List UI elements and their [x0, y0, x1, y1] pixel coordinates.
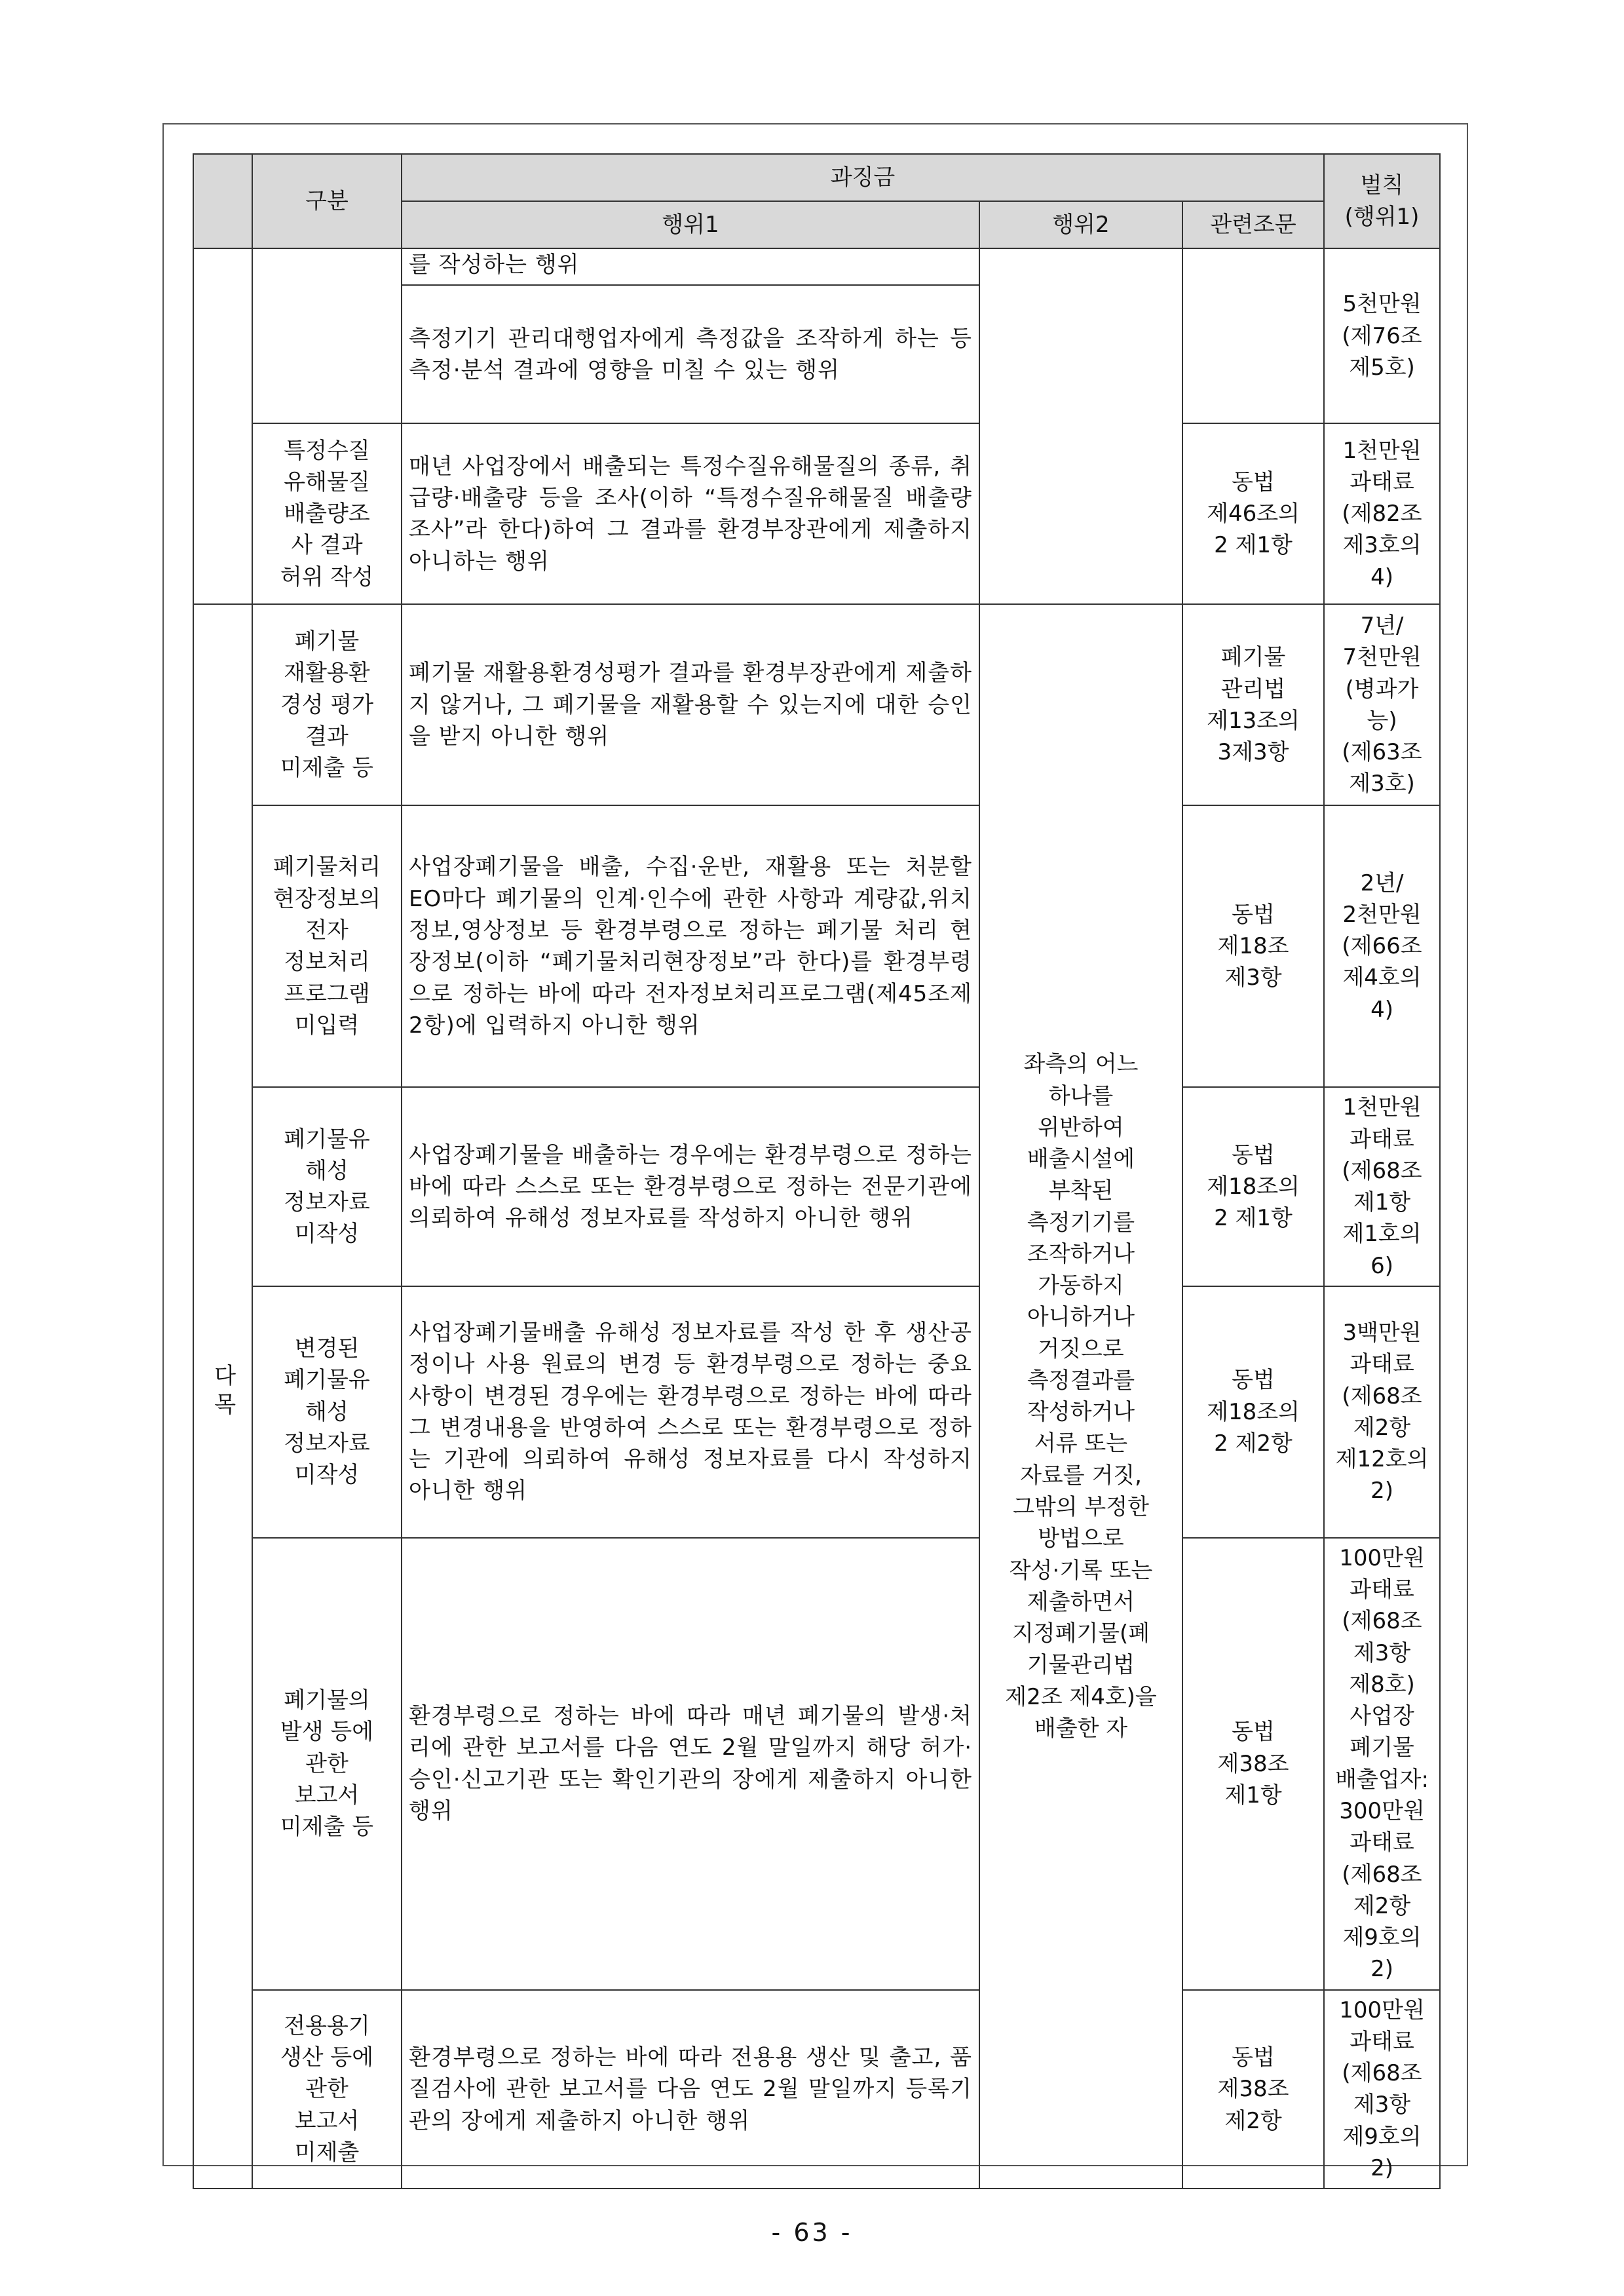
- category-cell: 전용용기 생산 등에 관한 보고서 미제출: [252, 1990, 402, 2189]
- act1-cell: 를 작성하는 행위: [402, 248, 979, 285]
- header-gubun: 구분: [252, 154, 402, 248]
- act2-shared-cell: 좌측의 어느 하나를 위반하여 배출시설에 부착된 측정기기를 조작하거나 가동하지 아니하거나 거짓으로 측정결과를 작성하거나 서류 또는 자료를 거짓, 그밖의 부정한 방법으로 작성·기록 또는 제출하면서 지정폐기물(폐 기물관리법 제2조 제4호)을 배출한 자: [979, 604, 1182, 2189]
- category-cell: 특정수질 유해물질 배출량조 사 결과 허위 작성: [252, 423, 402, 604]
- punishment-cell: 5천만원 (제76조 제5호): [1324, 248, 1440, 423]
- act1-cell: 매년 사업장에서 배출되는 특정수질유해물질의 종류, 취급량·배출량 등을 조사(이하 “특정수질유해물질 배출량조사”라 한다)하여 그 결과를 환경부장관에게 제출하지 아니하는 행위: [402, 423, 979, 604]
- punishment-cell: 2년/ 2천만원 (제66조 제4호의4): [1324, 805, 1440, 1087]
- penalty-table: [193, 153, 1441, 2189]
- article-cell: 동법 제38조 제2항: [1182, 1990, 1324, 2189]
- header-penalty: 과징금: [402, 154, 1324, 201]
- article-cell: 폐기물 관리법 제13조의 3제3항: [1182, 604, 1324, 805]
- table-row: [193, 1286, 1440, 1538]
- header-blank: [193, 154, 252, 248]
- punishment-cell: 7년/ 7천만원 (병과가능) (제63조 제3호): [1324, 604, 1440, 805]
- article-cell: 동법 제18조의 2 제2항: [1182, 1286, 1324, 1538]
- act1-cell: 환경부령으로 정하는 바에 따라 전용용 생산 및 출고, 품질검사에 관한 보고서를 다음 연도 2월 말일까지 등록기관의 장에게 제출하지 아니한 행위: [402, 1990, 979, 2189]
- act1-cell: 측정기기 관리대행업자에게 측정값을 조작하게 하는 등 측정·분석 결과에 영향을 미칠 수 있는 행위: [402, 285, 979, 423]
- table-row: [193, 805, 1440, 1087]
- page-frame: [162, 123, 1468, 2181]
- category-cell: 폐기물처리 현장정보의 전자 정보처리 프로그램 미입력: [252, 805, 402, 1087]
- article-cell: 동법 제38조 제1항: [1182, 1538, 1324, 1990]
- punishment-cell: 100만원 과태료 (제68조 제3항 제8호) 사업장 폐기물 배출업자: 300만원 과태료 (제68조 제2항 제9호의2): [1324, 1538, 1440, 1990]
- article-cell-prev: [1182, 248, 1324, 423]
- header-punishment: 벌칙 (행위1): [1324, 154, 1440, 248]
- act1-cell: 사업장폐기물을 배출, 수집·운반, 재활용 또는 처분할 EO마다 폐기물의 인계·인수에 관한 사항과 계량값,위치정보,영상정보 등 환경부령으로 정하는 폐기물 처리 현장정보(이하 “폐기물처리현장정보”라 한다)를 환경부령으로 정하는 바에 따라 전자정보처리프로그램(제45조제2항)에 입력하지 아니한 행위: [402, 805, 979, 1087]
- act2-cell-prev: [979, 248, 1182, 604]
- punishment-cell: 3백만원 과태료 (제68조 제2항 제12호의 2): [1324, 1286, 1440, 1538]
- header-article: 관련조문: [1182, 201, 1324, 248]
- punishment-cell: 1천만원 과태료 (제82조 제3호의4): [1324, 423, 1440, 604]
- table-row: [193, 1538, 1440, 1990]
- act1-cell: 환경부령으로 정하는 바에 따라 매년 폐기물의 발생·처리에 관한 보고서를 다음 연도 2월 말일까지 해당 허가·승인·신고기관 또는 확인기관의 장에게 제출하지 아니한 행위: [402, 1538, 979, 1990]
- article-cell: 동법 제46조의 2 제1항: [1182, 423, 1324, 604]
- article-cell: 동법 제18조 제3항: [1182, 805, 1324, 1087]
- punishment-cell: 100만원 과태료 (제68조 제3항 제9호의2): [1324, 1990, 1440, 2189]
- section-label: 다목: [193, 604, 252, 2189]
- category-cell: 변경된 폐기물유 해성 정보자료 미작성: [252, 1286, 402, 1538]
- table-row: [193, 423, 1440, 604]
- header-act2: 행위2: [979, 201, 1182, 248]
- article-cell: 동법 제18조의 2 제1항: [1182, 1087, 1324, 1286]
- section-cell-prev: [193, 248, 252, 604]
- act1-cell: 사업장폐기물을 배출하는 경우에는 환경부령으로 정하는 바에 따라 스스로 또는 환경부령으로 정하는 전문기관에 의뢰하여 유해성 정보자료를 작성하지 아니한 행위: [402, 1087, 979, 1286]
- act1-cell: 사업장폐기물배출 유해성 정보자료를 작성 한 후 생산공정이나 사용 원료의 변경 등 환경부령으로 정하는 중요사항이 변경된 경우에는 환경부령으로 정하는 바에 따라 그 변경내용을 반영하여 스스로 또는 환경부령으로 정하는 기관에 의뢰하여 유해성 정보자료를 다시 작성하지 아니한 행위: [402, 1286, 979, 1538]
- act1-cell: 폐기물 재활용환경성평가 결과를 환경부장관에게 제출하지 않거나, 그 폐기물을 재활용할 수 있는지에 대한 승인을 받지 아니한 행위: [402, 604, 979, 805]
- punishment-cell: 1천만원 과태료 (제68조 제1항 제1호의6): [1324, 1087, 1440, 1286]
- table-row: [193, 1087, 1440, 1286]
- table-row: [193, 604, 1440, 805]
- category-cell: 폐기물의 발생 등에 관한 보고서 미제출 등: [252, 1538, 402, 1990]
- table-row: [193, 1990, 1440, 2189]
- category-cell: 폐기물 재활용환 경성 평가 결과 미제출 등: [252, 604, 402, 805]
- header-act1: 행위1: [402, 201, 979, 248]
- category-cell: 폐기물유 해성 정보자료 미작성: [252, 1087, 402, 1286]
- category-cell-prev: [252, 248, 402, 423]
- page-number: - 63 -: [771, 2218, 853, 2247]
- table-row: [193, 248, 1440, 285]
